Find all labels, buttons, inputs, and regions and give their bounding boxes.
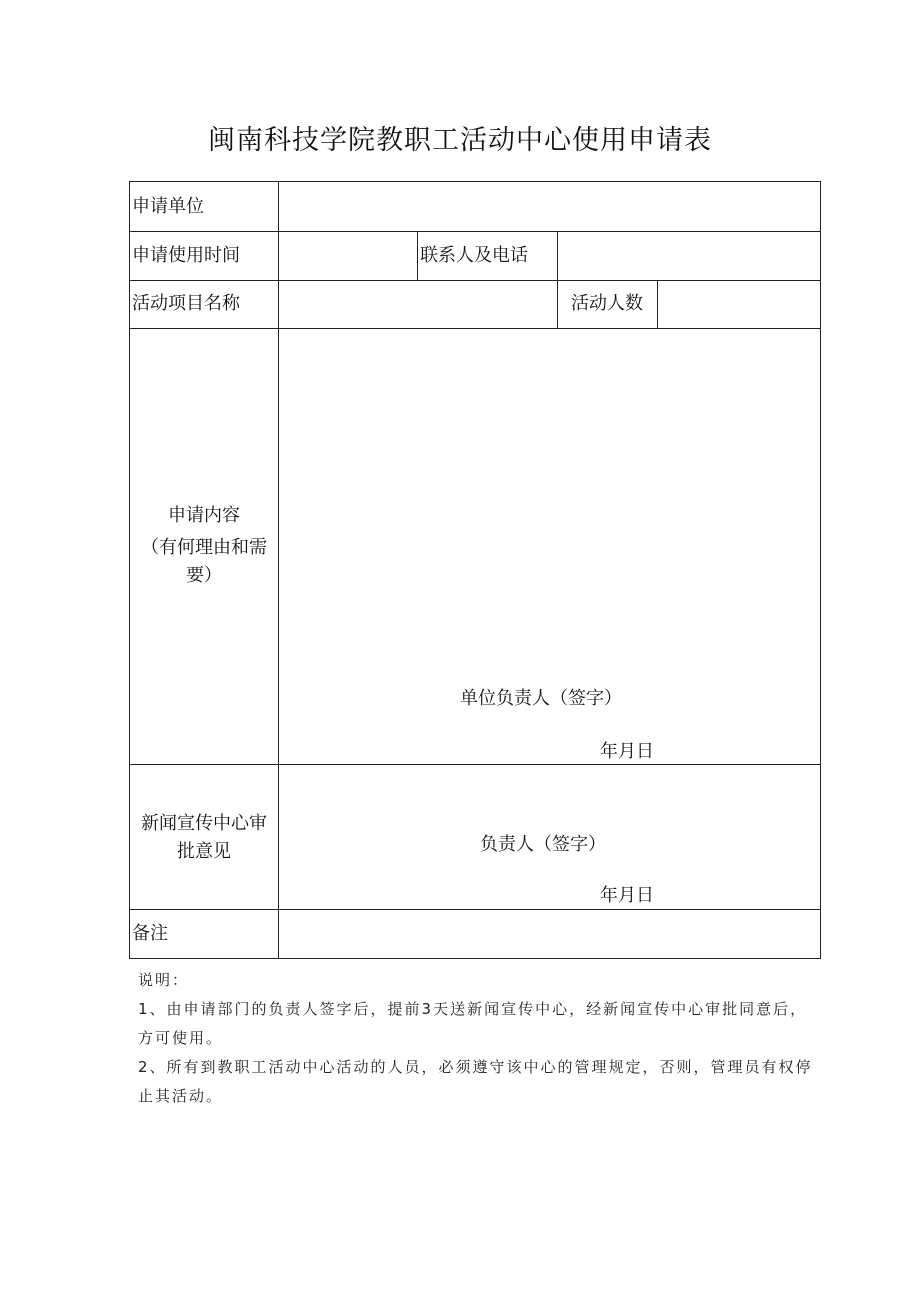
approval-label-line2: 批意见 xyxy=(177,841,231,862)
content-label-line1: 申请内容 xyxy=(168,505,240,526)
approval-label xyxy=(130,810,278,866)
notes-item-2: 2、所有到教职工活动中心活动的人员，必须遵守该中心的管理规定，否则，管理员有权停止其活动。 xyxy=(138,1058,813,1105)
content-label-line2: （有何理由和需 xyxy=(141,537,267,558)
contact-label: 联系人及电话 xyxy=(420,245,528,266)
activity-name-field[interactable] xyxy=(279,281,557,328)
notes-heading: 说明： xyxy=(138,971,190,989)
content-field[interactable] xyxy=(279,329,820,699)
remarks-field[interactable] xyxy=(279,910,820,958)
unit-head-date: 年月日 xyxy=(600,741,654,762)
usage-time-field[interactable] xyxy=(279,232,417,280)
contact-field[interactable] xyxy=(558,232,820,280)
activity-name-label: 活动项目名称 xyxy=(132,293,240,314)
approval-label-line1: 新闻宣传中心审 xyxy=(141,813,267,834)
approval-date: 年月日 xyxy=(600,885,654,906)
content-label-line3: 要） xyxy=(186,565,222,586)
participant-count-label: 活动人数 xyxy=(571,293,643,314)
unit-head-signature-label: 单位负责人（签字） xyxy=(460,688,622,709)
notes-item-1: 1、由申请部门的负责人签字后，提前3天送新闻宣传中心，经新闻宣传中心审批同意后，方可使用。 xyxy=(138,1000,808,1047)
usage-time-label: 申请使用时间 xyxy=(132,245,240,266)
column-divider xyxy=(417,231,418,280)
applicant-unit-label: 申请单位 xyxy=(132,196,204,217)
form-title: 闽南科技学院教职工活动中心使用申请表 xyxy=(208,125,712,156)
approval-signature-label: 负责人（签字） xyxy=(480,834,606,855)
remarks-label: 备注 xyxy=(132,923,168,944)
content-label xyxy=(130,502,278,590)
participant-count-field[interactable] xyxy=(658,281,820,328)
notes-section xyxy=(138,966,818,1111)
applicant-unit-field[interactable] xyxy=(279,182,820,231)
approval-field[interactable] xyxy=(279,765,820,825)
application-form-table xyxy=(129,181,821,959)
